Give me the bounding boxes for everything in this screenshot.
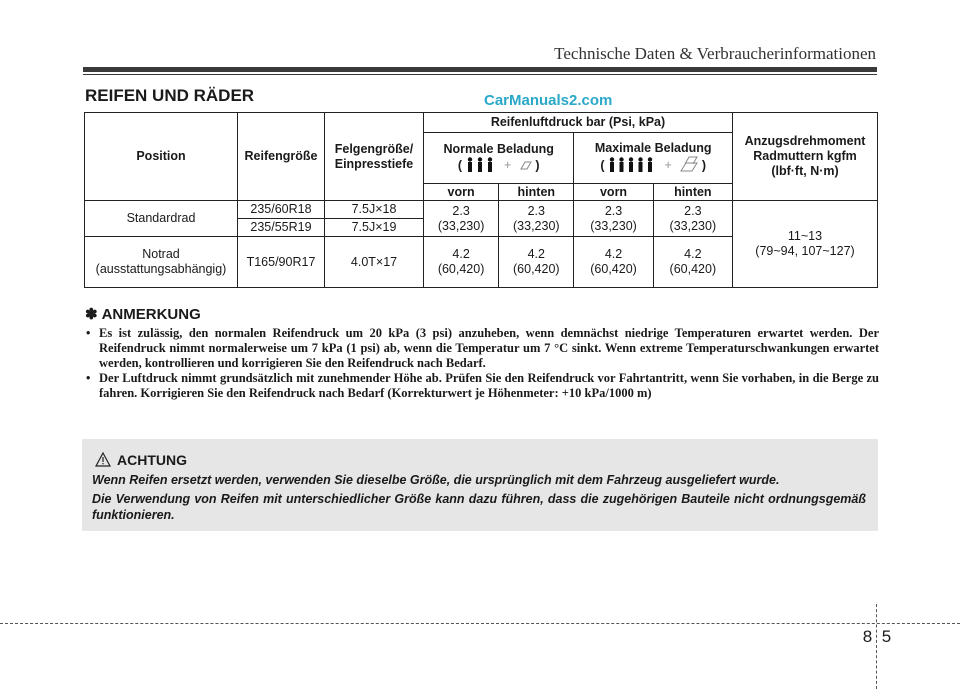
small-luggage-icon <box>520 158 532 174</box>
header-rule <box>83 67 877 72</box>
sub-max-hinten: hinten <box>653 184 732 201</box>
cell-drehmoment: 11~13 (79~94, 107~127) <box>733 201 878 288</box>
cell-max-vorn: 2.3 (33,230) <box>574 201 653 237</box>
cell-normal-vorn: 4.2 (60,420) <box>424 237 499 288</box>
cell-normal-vorn: 2.3 (33,230) <box>424 201 499 237</box>
normal-label: Normale Beladung <box>443 141 554 156</box>
max-load-symbols: ( + ) <box>576 156 730 176</box>
cell-reifen: T165/90R17 <box>238 237 325 288</box>
footer-rule <box>0 623 960 624</box>
page-index: 5 <box>881 627 892 646</box>
cell-max-hinten: 2.3 (33,230) <box>653 201 732 237</box>
five-persons-icon <box>608 157 656 175</box>
header-reifen: Reifengröße <box>238 113 325 201</box>
note-heading <box>85 305 201 323</box>
cell-reifen: 235/60R18 <box>238 201 325 219</box>
large-luggage-icon <box>680 156 698 176</box>
sub-normal-vorn: vorn <box>424 184 499 201</box>
list-item: • Der Luftdruck nimmt grundsätzlich mit zunehmender Höhe ab. Prüfen Sie den Reifendruck vor Fahrtantritt, wenn Sie vorhaben, in die Berge zu fahren. Korrigieren Sie den Reifendruck nach Bedarf (Korrekturwert je Höhenmeter: +10 kPa/1000 m) <box>86 371 879 400</box>
chapter-number: 8 <box>862 627 873 646</box>
tire-spec-table <box>84 112 878 288</box>
page-number <box>858 627 896 647</box>
normal-load-symbols: ( + ) <box>426 157 571 175</box>
warning-triangle-icon <box>95 452 111 467</box>
header-drehmoment: Anzugsdrehmoment Radmuttern kgfm (lbf·ft, N·m) <box>733 113 878 201</box>
table-row <box>85 201 878 219</box>
maximal-label: Maximale Beladung <box>594 140 712 155</box>
note-star-icon: ✽ <box>85 306 98 323</box>
warning-line: Wenn Reifen ersetzt werden, verwenden Sie dieselbe Größe, die ursprünglich mit dem Fahrzeug ausgeliefert wurde. <box>92 473 780 487</box>
three-persons-icon <box>466 157 496 175</box>
header-rule-thin <box>83 74 877 75</box>
warning-heading <box>95 452 187 468</box>
cell-position: Standardrad <box>85 201 238 237</box>
warning-title: ACHTUNG <box>117 452 187 468</box>
section-title: REIFEN UND RÄDER <box>85 86 255 105</box>
cell-reifen: 235/55R19 <box>238 219 325 237</box>
cell-position: Notrad (ausstattungsabhängig) <box>85 237 238 288</box>
header-position: Position <box>85 113 238 201</box>
cell-max-hinten: 4.2 (60,420) <box>653 237 732 288</box>
sub-normal-hinten: hinten <box>499 184 574 201</box>
cell-felgen: 7.5J×19 <box>325 219 424 237</box>
header-druck: Reifenluftdruck bar (Psi, kPa) <box>424 113 733 133</box>
list-item: • Es ist zulässig, den normalen Reifendruck um 20 kPa (3 psi) anzuheben, wenn demnächst niedrige Temperaturen erwartet werden. Der Reifendruck nimmt normalerweise um 7 kPa (1 psi) ab, wenn die Temperatur um 7 °C sinkt. Wenn extreme Temperaturschwankungen erwartet werden, kontrollieren und korrigieren Sie den Reifendruck nach Bedarf. <box>86 326 879 370</box>
cell-felgen: 4.0T×17 <box>325 237 424 288</box>
sub-max-vorn: vorn <box>574 184 653 201</box>
warning-box <box>82 439 878 531</box>
cell-max-vorn: 4.2 (60,420) <box>574 237 653 288</box>
cell-normal-hinten: 2.3 (33,230) <box>499 201 574 237</box>
header-normal <box>424 133 574 184</box>
warning-line: Die Verwendung von Reifen mit unterschiedlicher Größe kann dazu führen, dass die zugehörigen Bauteile nicht ordnungsgemäß funktionieren. <box>92 492 866 522</box>
cell-normal-hinten: 4.2 (60,420) <box>499 237 574 288</box>
header-felgen: Felgengröße/ Einpresstiefe <box>325 113 424 201</box>
note-list <box>86 326 879 401</box>
watermark: CarManuals2.com <box>484 92 613 109</box>
note-title: ANMERKUNG <box>101 306 201 323</box>
cell-felgen: 7.5J×18 <box>325 201 424 219</box>
warning-text <box>92 472 866 526</box>
running-header-title: Technische Daten & Verbraucherinformationen <box>554 44 876 63</box>
header-maximal <box>574 133 733 184</box>
